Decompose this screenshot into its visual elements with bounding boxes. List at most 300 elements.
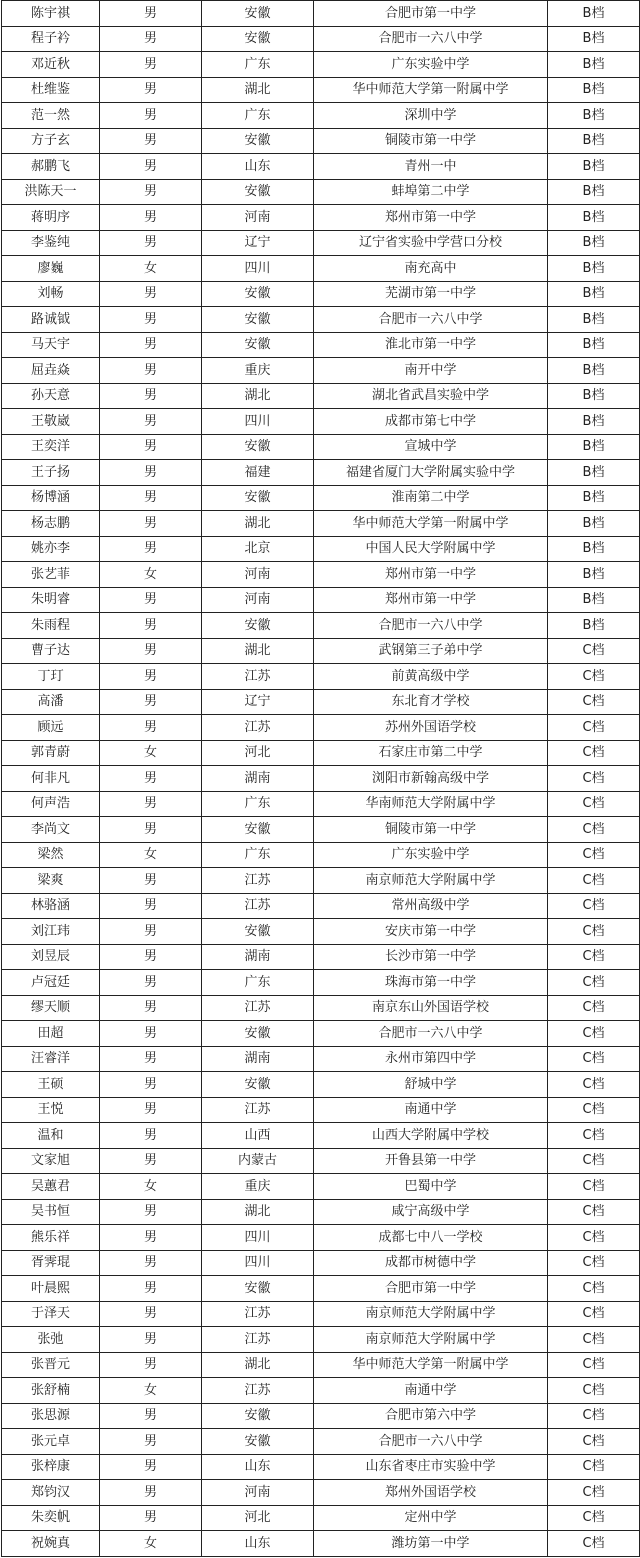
name-cell: 王奕洋 — [2, 434, 100, 460]
gender-cell: 男 — [100, 409, 202, 435]
grade-cell: B档 — [548, 103, 640, 129]
province-cell: 安徽 — [202, 332, 314, 358]
table-row — [2, 970, 640, 996]
name-cell: 屈垚焱 — [2, 358, 100, 384]
gender-cell: 男 — [100, 1327, 202, 1353]
name-cell: 曹子达 — [2, 638, 100, 664]
school-cell: 淮北市第一中学 — [314, 332, 548, 358]
grade-cell: C档 — [548, 1225, 640, 1251]
gender-cell: 男 — [100, 638, 202, 664]
gender-cell: 女 — [100, 1174, 202, 1200]
grade-cell: B档 — [548, 409, 640, 435]
province-cell: 北京 — [202, 536, 314, 562]
grade-cell: C档 — [548, 689, 640, 715]
grade-cell: C档 — [548, 1199, 640, 1225]
province-cell: 山西 — [202, 1123, 314, 1149]
gender-cell: 女 — [100, 1531, 202, 1557]
name-cell: 路诚钺 — [2, 307, 100, 333]
gender-cell: 男 — [100, 536, 202, 562]
school-cell: 合肥市一六八中学 — [314, 613, 548, 639]
table-row — [2, 1276, 640, 1302]
gender-cell: 男 — [100, 1505, 202, 1531]
gender-cell: 男 — [100, 868, 202, 894]
school-cell: 潍坊第一中学 — [314, 1531, 548, 1557]
name-cell: 郝鹏飞 — [2, 154, 100, 180]
table-row — [2, 1250, 640, 1276]
province-cell: 江苏 — [202, 1097, 314, 1123]
grade-cell: C档 — [548, 893, 640, 919]
gender-cell: 男 — [100, 893, 202, 919]
province-cell: 安徽 — [202, 817, 314, 843]
name-cell: 张艺菲 — [2, 562, 100, 588]
province-cell: 重庆 — [202, 1174, 314, 1200]
school-cell: 合肥市第六中学 — [314, 1403, 548, 1429]
name-cell: 张弛 — [2, 1327, 100, 1353]
grade-cell: C档 — [548, 944, 640, 970]
table-row — [2, 817, 640, 843]
table-row — [2, 307, 640, 333]
gender-cell: 男 — [100, 230, 202, 256]
grade-cell: C档 — [548, 1046, 640, 1072]
gender-cell: 男 — [100, 332, 202, 358]
province-cell: 江苏 — [202, 1378, 314, 1404]
table-row — [2, 842, 640, 868]
school-cell: 华中师范大学第一附属中学 — [314, 1352, 548, 1378]
table-row — [2, 1531, 640, 1557]
name-cell: 胥霁琨 — [2, 1250, 100, 1276]
name-cell: 顾远 — [2, 715, 100, 741]
name-cell: 张元卓 — [2, 1429, 100, 1455]
table-row — [2, 1021, 640, 1047]
province-cell: 湖北 — [202, 383, 314, 409]
province-cell: 安徽 — [202, 179, 314, 205]
table-row — [2, 1403, 640, 1429]
name-cell: 程子衿 — [2, 26, 100, 52]
province-cell: 安徽 — [202, 307, 314, 333]
grade-cell: B档 — [548, 230, 640, 256]
grade-cell: B档 — [548, 358, 640, 384]
name-cell: 马天宇 — [2, 332, 100, 358]
table-row — [2, 1148, 640, 1174]
gender-cell: 男 — [100, 766, 202, 792]
grade-cell: C档 — [548, 842, 640, 868]
table-row — [2, 562, 640, 588]
gender-cell: 男 — [100, 613, 202, 639]
school-cell: 南通中学 — [314, 1378, 548, 1404]
province-cell: 河南 — [202, 1480, 314, 1506]
school-cell: 巴蜀中学 — [314, 1174, 548, 1200]
grade-cell: B档 — [548, 536, 640, 562]
province-cell: 山东 — [202, 1531, 314, 1557]
province-cell: 广东 — [202, 103, 314, 129]
gender-cell: 男 — [100, 587, 202, 613]
province-cell: 广东 — [202, 842, 314, 868]
province-cell: 江苏 — [202, 715, 314, 741]
table-row — [2, 1123, 640, 1149]
name-cell: 缪天顺 — [2, 995, 100, 1021]
gender-cell: 女 — [100, 256, 202, 282]
name-cell: 洪陈天一 — [2, 179, 100, 205]
school-cell: 郑州市第一中学 — [314, 205, 548, 231]
school-cell: 合肥市第一中学 — [314, 1276, 548, 1302]
province-cell: 四川 — [202, 1225, 314, 1251]
name-cell: 张梓康 — [2, 1454, 100, 1480]
table-row — [2, 766, 640, 792]
table-row — [2, 1301, 640, 1327]
table-row — [2, 919, 640, 945]
school-cell: 安庆市第一中学 — [314, 919, 548, 945]
grade-cell: C档 — [548, 1148, 640, 1174]
province-cell: 湖北 — [202, 1199, 314, 1225]
grade-cell: C档 — [548, 1021, 640, 1047]
gender-cell: 男 — [100, 791, 202, 817]
grade-cell: B档 — [548, 613, 640, 639]
school-cell: 长沙市第一中学 — [314, 944, 548, 970]
table-row — [2, 383, 640, 409]
table-row — [2, 26, 640, 52]
name-cell: 朱明睿 — [2, 587, 100, 613]
grade-cell: C档 — [548, 1429, 640, 1455]
school-cell: 华南师范大学附属中学 — [314, 791, 548, 817]
school-cell: 成都市树德中学 — [314, 1250, 548, 1276]
province-cell: 河北 — [202, 740, 314, 766]
table-row — [2, 1072, 640, 1098]
name-cell: 朱雨程 — [2, 613, 100, 639]
name-cell: 王硕 — [2, 1072, 100, 1098]
table-row — [2, 1352, 640, 1378]
grade-cell: C档 — [548, 1174, 640, 1200]
table-row — [2, 434, 640, 460]
gender-cell: 男 — [100, 154, 202, 180]
school-cell: 珠海市第一中学 — [314, 970, 548, 996]
table-row — [2, 1, 640, 27]
school-cell: 铜陵市第一中学 — [314, 817, 548, 843]
school-cell: 合肥市第一中学 — [314, 1, 548, 27]
table-row — [2, 281, 640, 307]
name-cell: 文家旭 — [2, 1148, 100, 1174]
province-cell: 江苏 — [202, 1301, 314, 1327]
province-cell: 江苏 — [202, 868, 314, 894]
gender-cell: 男 — [100, 77, 202, 103]
grade-cell: C档 — [548, 1072, 640, 1098]
school-cell: 东北育才学校 — [314, 689, 548, 715]
school-cell: 前黄高级中学 — [314, 664, 548, 690]
school-cell: 郑州外国语学校 — [314, 1480, 548, 1506]
grade-cell: B档 — [548, 128, 640, 154]
gender-cell: 男 — [100, 307, 202, 333]
gender-cell: 男 — [100, 1301, 202, 1327]
gender-cell: 男 — [100, 817, 202, 843]
table-row — [2, 1046, 640, 1072]
table-row — [2, 332, 640, 358]
table-row — [2, 1225, 640, 1251]
gender-cell: 男 — [100, 485, 202, 511]
province-cell: 湖北 — [202, 1352, 314, 1378]
school-cell: 合肥市一六八中学 — [314, 1429, 548, 1455]
province-cell: 安徽 — [202, 1072, 314, 1098]
gender-cell: 女 — [100, 842, 202, 868]
name-cell: 祝婉真 — [2, 1531, 100, 1557]
name-cell: 熊乐祥 — [2, 1225, 100, 1251]
name-cell: 刘昱辰 — [2, 944, 100, 970]
table-row — [2, 1327, 640, 1353]
school-cell: 咸宁高级中学 — [314, 1199, 548, 1225]
school-cell: 开鲁县第一中学 — [314, 1148, 548, 1174]
school-cell: 深圳中学 — [314, 103, 548, 129]
province-cell: 安徽 — [202, 434, 314, 460]
grade-cell: C档 — [548, 868, 640, 894]
table-row — [2, 128, 640, 154]
province-cell: 湖北 — [202, 77, 314, 103]
name-cell: 杨博涵 — [2, 485, 100, 511]
grade-cell: B档 — [548, 307, 640, 333]
name-cell: 高潘 — [2, 689, 100, 715]
grade-cell: B档 — [548, 434, 640, 460]
grade-cell: C档 — [548, 995, 640, 1021]
name-cell: 丁玎 — [2, 664, 100, 690]
grade-cell: C档 — [548, 664, 640, 690]
grade-cell: C档 — [548, 1531, 640, 1557]
grade-cell: B档 — [548, 77, 640, 103]
gender-cell: 男 — [100, 1352, 202, 1378]
gender-cell: 男 — [100, 1454, 202, 1480]
table-row — [2, 52, 640, 78]
name-cell: 杨志鹏 — [2, 511, 100, 537]
table-row — [2, 715, 640, 741]
table-row — [2, 664, 640, 690]
grade-cell: C档 — [548, 970, 640, 996]
province-cell: 安徽 — [202, 1276, 314, 1302]
table-row — [2, 179, 640, 205]
school-cell: 南京师范大学附属中学 — [314, 1327, 548, 1353]
gender-cell: 男 — [100, 1480, 202, 1506]
name-cell: 叶晨熙 — [2, 1276, 100, 1302]
gender-cell: 男 — [100, 715, 202, 741]
school-cell: 南通中学 — [314, 1097, 548, 1123]
school-cell: 辽宁省实验中学营口分校 — [314, 230, 548, 256]
gender-cell: 男 — [100, 970, 202, 996]
name-cell: 王敬崴 — [2, 409, 100, 435]
name-cell: 张思源 — [2, 1403, 100, 1429]
school-cell: 华中师范大学第一附属中学 — [314, 77, 548, 103]
gender-cell: 男 — [100, 919, 202, 945]
table-row — [2, 154, 640, 180]
gender-cell: 男 — [100, 1225, 202, 1251]
province-cell: 安徽 — [202, 485, 314, 511]
grade-cell: B档 — [548, 281, 640, 307]
gender-cell: 男 — [100, 1148, 202, 1174]
gender-cell: 男 — [100, 1, 202, 27]
grade-cell: C档 — [548, 1352, 640, 1378]
grade-cell: C档 — [548, 1454, 640, 1480]
name-cell: 梁爽 — [2, 868, 100, 894]
grade-cell: B档 — [548, 587, 640, 613]
gender-cell: 女 — [100, 1378, 202, 1404]
name-cell: 范一然 — [2, 103, 100, 129]
table-row — [2, 689, 640, 715]
school-cell: 合肥市一六八中学 — [314, 307, 548, 333]
name-cell: 郑钧汉 — [2, 1480, 100, 1506]
gender-cell: 男 — [100, 434, 202, 460]
table-row — [2, 638, 640, 664]
province-cell: 安徽 — [202, 1429, 314, 1455]
table-row — [2, 409, 640, 435]
grade-cell: C档 — [548, 1301, 640, 1327]
province-cell: 江苏 — [202, 995, 314, 1021]
gender-cell: 男 — [100, 511, 202, 537]
name-cell: 刘江玮 — [2, 919, 100, 945]
province-cell: 辽宁 — [202, 230, 314, 256]
table-row — [2, 536, 640, 562]
gender-cell: 男 — [100, 1072, 202, 1098]
name-cell: 陈宇祺 — [2, 1, 100, 27]
name-cell: 温和 — [2, 1123, 100, 1149]
gender-cell: 男 — [100, 1046, 202, 1072]
school-cell: 芜湖市第一中学 — [314, 281, 548, 307]
school-cell: 中国人民大学附属中学 — [314, 536, 548, 562]
school-cell: 苏州外国语学校 — [314, 715, 548, 741]
gender-cell: 男 — [100, 1276, 202, 1302]
school-cell: 定州中学 — [314, 1505, 548, 1531]
grade-cell: C档 — [548, 1403, 640, 1429]
name-cell: 何非凡 — [2, 766, 100, 792]
name-cell: 田超 — [2, 1021, 100, 1047]
name-cell: 杜维鉴 — [2, 77, 100, 103]
province-cell: 安徽 — [202, 26, 314, 52]
name-cell: 林骆涵 — [2, 893, 100, 919]
grade-cell: C档 — [548, 638, 640, 664]
table-row — [2, 460, 640, 486]
gender-cell: 男 — [100, 1403, 202, 1429]
name-cell: 汪睿洋 — [2, 1046, 100, 1072]
grade-cell: B档 — [548, 562, 640, 588]
name-cell: 张舒楠 — [2, 1378, 100, 1404]
grade-cell: C档 — [548, 919, 640, 945]
name-cell: 方子玄 — [2, 128, 100, 154]
table-row — [2, 1454, 640, 1480]
province-cell: 江苏 — [202, 664, 314, 690]
table-row — [2, 740, 640, 766]
school-cell: 南充高中 — [314, 256, 548, 282]
name-cell: 梁然 — [2, 842, 100, 868]
table-row — [2, 511, 640, 537]
school-cell: 淮南第二中学 — [314, 485, 548, 511]
province-cell: 山东 — [202, 154, 314, 180]
grade-cell: C档 — [548, 1276, 640, 1302]
table-row — [2, 587, 640, 613]
table-row — [2, 485, 640, 511]
school-cell: 成都七中八一学校 — [314, 1225, 548, 1251]
school-cell: 湖北省武昌实验中学 — [314, 383, 548, 409]
name-cell: 于泽天 — [2, 1301, 100, 1327]
grade-cell: C档 — [548, 1123, 640, 1149]
province-cell: 广东 — [202, 52, 314, 78]
grade-cell: B档 — [548, 1, 640, 27]
table-row — [2, 1480, 640, 1506]
table-row — [2, 230, 640, 256]
school-cell: 广东实验中学 — [314, 842, 548, 868]
name-cell: 李尚文 — [2, 817, 100, 843]
gender-cell: 男 — [100, 128, 202, 154]
province-cell: 河南 — [202, 205, 314, 231]
province-cell: 四川 — [202, 1250, 314, 1276]
grade-cell: B档 — [548, 205, 640, 231]
gender-cell: 女 — [100, 562, 202, 588]
name-cell: 廖巍 — [2, 256, 100, 282]
grade-cell: C档 — [548, 1097, 640, 1123]
province-cell: 广东 — [202, 970, 314, 996]
province-cell: 四川 — [202, 256, 314, 282]
school-cell: 南京师范大学附属中学 — [314, 868, 548, 894]
gender-cell: 男 — [100, 995, 202, 1021]
grade-cell: B档 — [548, 154, 640, 180]
grade-cell: B档 — [548, 332, 640, 358]
gender-cell: 男 — [100, 460, 202, 486]
gender-cell: 男 — [100, 1429, 202, 1455]
grade-cell: C档 — [548, 1505, 640, 1531]
school-cell: 青州一中 — [314, 154, 548, 180]
province-cell: 安徽 — [202, 919, 314, 945]
grade-cell: B档 — [548, 256, 640, 282]
gender-cell: 男 — [100, 689, 202, 715]
province-cell: 江苏 — [202, 1327, 314, 1353]
province-cell: 广东 — [202, 791, 314, 817]
grade-cell: C档 — [548, 1378, 640, 1404]
school-cell: 合肥市一六八中学 — [314, 26, 548, 52]
school-cell: 石家庄市第二中学 — [314, 740, 548, 766]
table-row — [2, 1097, 640, 1123]
gender-cell: 男 — [100, 1250, 202, 1276]
table-row — [2, 1505, 640, 1531]
grade-cell: B档 — [548, 26, 640, 52]
school-cell: 山东省枣庄市实验中学 — [314, 1454, 548, 1480]
table-row — [2, 205, 640, 231]
name-cell: 李鉴纯 — [2, 230, 100, 256]
name-cell: 张晋元 — [2, 1352, 100, 1378]
province-cell: 湖南 — [202, 1046, 314, 1072]
gender-cell: 女 — [100, 740, 202, 766]
grade-cell: C档 — [548, 766, 640, 792]
student-table-body — [2, 1, 640, 1557]
table-row — [2, 1174, 640, 1200]
grade-cell: C档 — [548, 1327, 640, 1353]
name-cell: 邓近秋 — [2, 52, 100, 78]
student-table — [1, 0, 640, 1557]
province-cell: 湖南 — [202, 766, 314, 792]
province-cell: 内蒙古 — [202, 1148, 314, 1174]
province-cell: 安徽 — [202, 1021, 314, 1047]
grade-cell: B档 — [548, 383, 640, 409]
gender-cell: 男 — [100, 664, 202, 690]
province-cell: 福建 — [202, 460, 314, 486]
school-cell: 山西大学附属中学校 — [314, 1123, 548, 1149]
name-cell: 郭青蔚 — [2, 740, 100, 766]
table-row — [2, 613, 640, 639]
grade-cell: C档 — [548, 715, 640, 741]
gender-cell: 男 — [100, 103, 202, 129]
gender-cell: 男 — [100, 358, 202, 384]
table-row — [2, 103, 640, 129]
name-cell: 何声浩 — [2, 791, 100, 817]
school-cell: 铜陵市第一中学 — [314, 128, 548, 154]
school-cell: 合肥市一六八中学 — [314, 1021, 548, 1047]
province-cell: 山东 — [202, 1454, 314, 1480]
name-cell: 朱奕帆 — [2, 1505, 100, 1531]
grade-cell: B档 — [548, 511, 640, 537]
province-cell: 湖北 — [202, 638, 314, 664]
school-cell: 南京东山外国语学校 — [314, 995, 548, 1021]
gender-cell: 男 — [100, 26, 202, 52]
